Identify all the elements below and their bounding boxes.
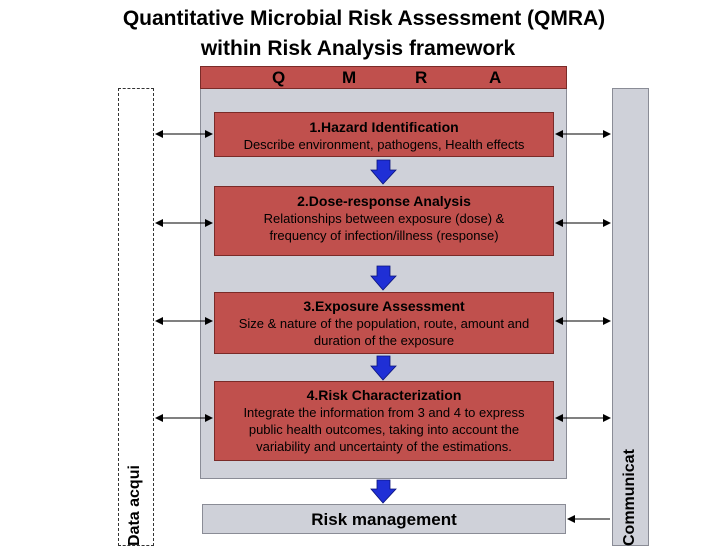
step-2-title: 2.Dose-response Analysis [297,193,471,209]
step-1-title: 1.Hazard Identification [309,119,459,135]
step-4-desc-line-3: variability and uncertainty of the estimations. [256,439,512,454]
step-3-desc-line-2: duration of the exposure [313,333,455,348]
step-2-desc-line-1: Relationships between exposure (dose) & [263,211,505,226]
flow-arrow-3-4 [371,356,396,380]
flow-arrow-2-3 [371,266,396,290]
flow-arrow-1-2 [371,160,396,184]
step-4-desc-line-2: public health outcomes, taking into account the [248,422,520,437]
risk-management-box: Risk management [202,504,566,534]
header-letter-r: R [415,68,428,87]
step-4-desc-line-1: Integrate the information from 3 and 4 to express [243,405,525,420]
step-1-desc: Describe environment, pathogens, Health effects [243,137,525,152]
data-acquisition-label: Data acqui [126,465,143,546]
flow-arrow-to-management [371,480,396,503]
header-letter-a: A [489,68,502,87]
step-4-title: 4.Risk Characterization [306,387,462,403]
header-letter-q: Q [272,68,286,87]
step-3-desc-line-1: Size & nature of the population, route, amount and [238,316,530,331]
step-2-desc-line-2: frequency of infection/illness (response) [269,228,499,243]
diagram-title-line-2: within Risk Analysis framework [200,37,516,60]
header-letter-m: M [342,68,357,87]
communication-label: Communicat [621,449,638,546]
diagram-title-line-1: Quantitative Microbial Risk Assessment (QMRA) [122,7,606,30]
step-3-title: 3.Exposure Assessment [303,298,465,314]
